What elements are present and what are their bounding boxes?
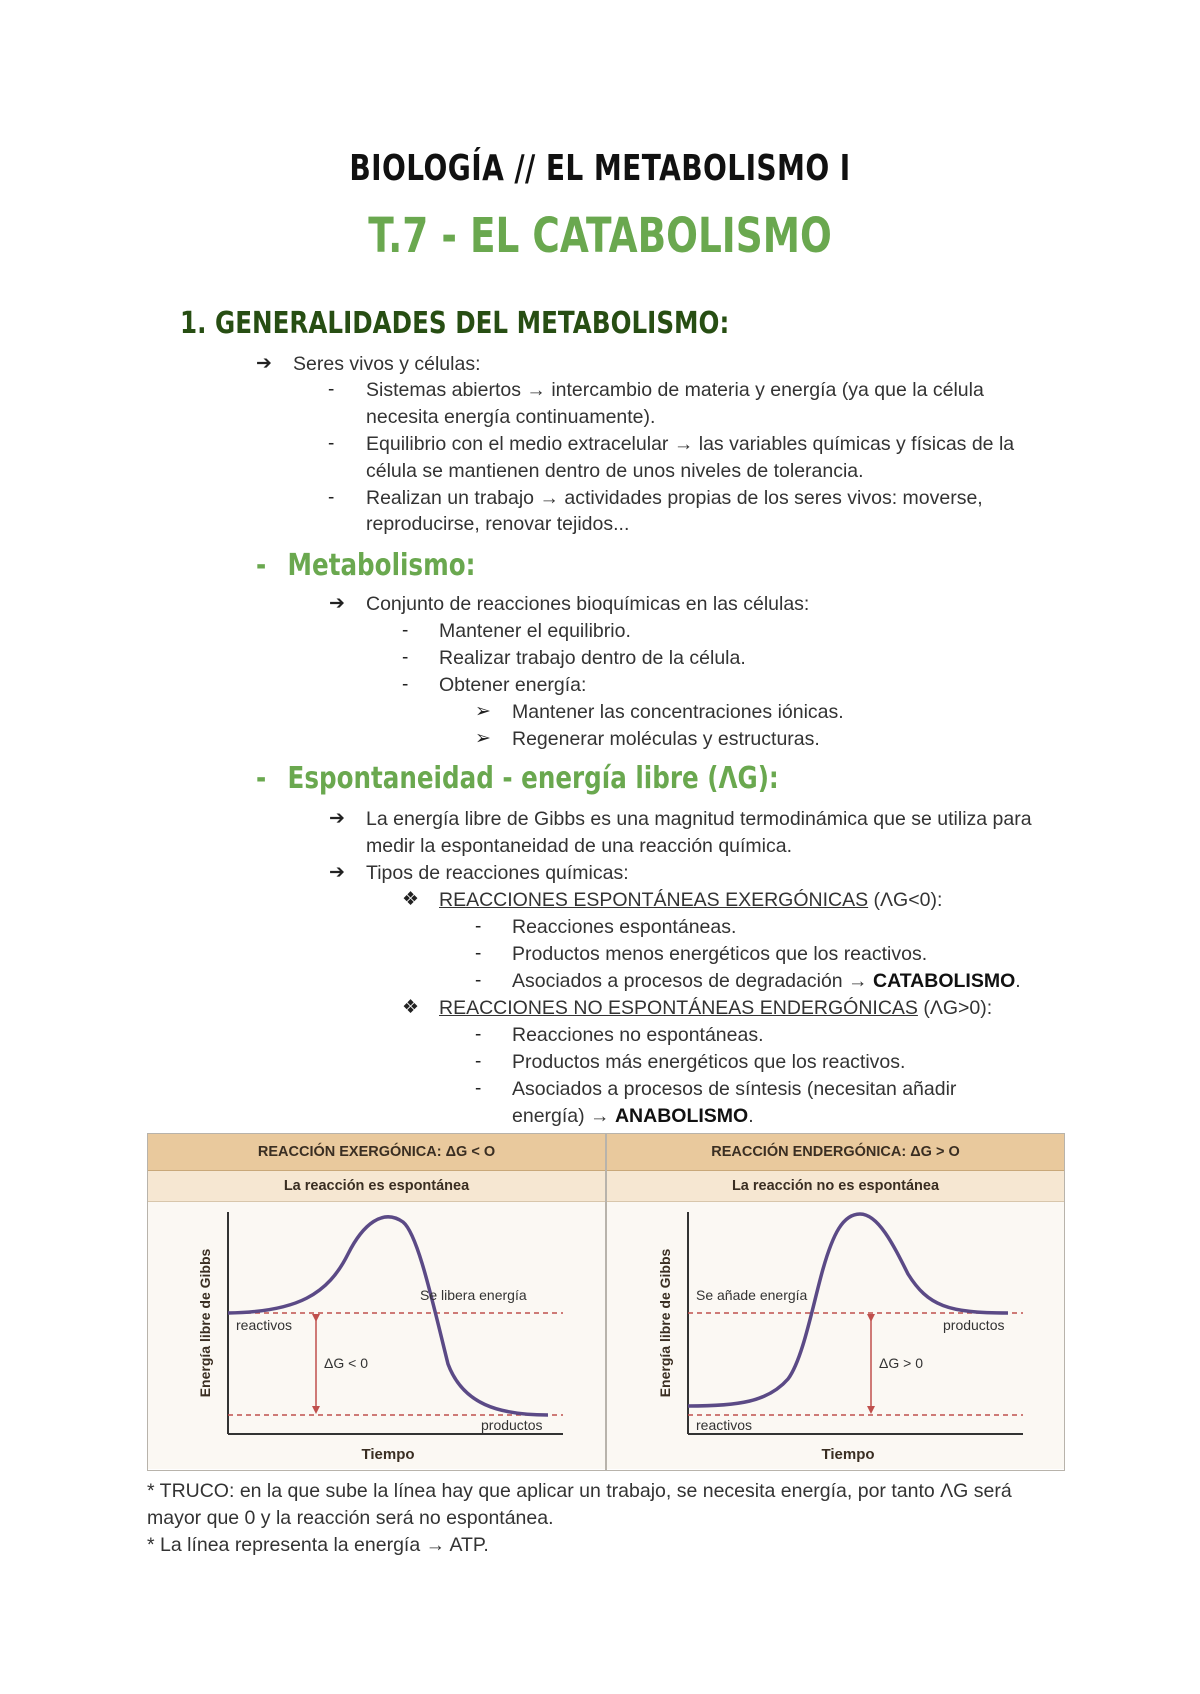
list-item-cont: energía) → ANABOLISMO. <box>512 1105 754 1127</box>
list-item: Seres vivos y células: <box>293 353 481 375</box>
left-reactivos-label: reactivos <box>236 1317 293 1333</box>
right-dg-label: ΔG > 0 <box>879 1355 923 1371</box>
reaction-type-endergonic <box>439 995 992 1021</box>
catabolismo-keyword: CATABOLISMO <box>872 970 1016 992</box>
note-truco-line1: * TRUCO: en la que sube la línea hay que aplicar un trabajo, se necesita energía, por tanto ΛG será <box>147 1480 1012 1502</box>
left-release-label: Se libera energía <box>420 1287 527 1303</box>
right-panel-subheader: La reacción no es espontánea <box>607 1171 1064 1202</box>
list-item: Asociados a procesos de degradación → CATABOLISMO. <box>512 970 1021 992</box>
list-item: Mantener las concentraciones iónicas. <box>512 701 844 723</box>
left-x-axis-label: Tiempo <box>361 1446 415 1463</box>
note-truco-line2: mayor que 0 y la reacción será no espontánea. <box>147 1507 554 1529</box>
heading-dash: - <box>256 761 267 796</box>
dash-bullet: - <box>402 647 409 668</box>
dash-bullet: - <box>475 970 482 991</box>
dash-bullet: - <box>328 433 335 454</box>
section-heading-generalidades: 1. GENERALIDADES DEL METABOLISMO: <box>180 306 730 341</box>
right-energy-curve <box>688 1214 1008 1406</box>
list-item-cont: medir la espontaneidad de una reacción química. <box>366 835 793 857</box>
right-x-axis-label: Tiempo <box>821 1446 875 1463</box>
list-item-text: Asociados a procesos de degradación → <box>512 970 873 992</box>
exergonic-title: REACCIONES ESPONTÁNEAS EXERGÓNICAS <box>439 889 869 911</box>
triangle-bullet-icon: ➢ <box>475 701 491 722</box>
dash-bullet: - <box>328 487 335 508</box>
list-item: Regenerar moléculas y estructuras. <box>512 728 820 750</box>
anabolismo-keyword: ANABOLISMO <box>614 1105 749 1127</box>
list-item: Obtener energía: <box>439 674 587 696</box>
list-item: Mantener el equilibrio. <box>439 620 631 642</box>
list-item: Realizar trabajo dentro de la célula. <box>439 647 746 669</box>
list-item: Realizan un trabajo → actividades propias de los seres vivos: moverse, <box>366 487 983 509</box>
list-item: La energía libre de Gibbs es una magnitud termodinámica que se utiliza para <box>366 808 1032 830</box>
left-energy-curve <box>228 1217 548 1415</box>
list-item: Sistemas abiertos → intercambio de materia y energía (ya que la célula <box>366 379 984 401</box>
left-y-axis-label: Energía libre de Gibbs <box>197 1248 213 1398</box>
list-item-cont: célula se mantienen dentro de unos niveles de tolerancia. <box>366 460 864 482</box>
right-reactivos-label: reactivos <box>696 1417 753 1433</box>
dash-bullet: - <box>328 379 335 400</box>
dash-bullet: - <box>475 943 482 964</box>
list-item: Asociados a procesos de síntesis (necesitan añadir <box>512 1078 957 1100</box>
list-item: Productos más energéticos que los reactivos. <box>512 1051 906 1073</box>
list-item: Reacciones espontáneas. <box>512 916 737 938</box>
dash-bullet: - <box>475 916 482 937</box>
right-add-label: Se añade energía <box>696 1287 808 1303</box>
right-productos-label: productos <box>943 1317 1005 1333</box>
heading-dash: - <box>256 548 267 583</box>
note-linea: * La línea representa la energía → ATP. <box>147 1534 489 1556</box>
section-heading-espontaneidad <box>256 761 779 796</box>
document-title: BIOLOGÍA // EL METABOLISMO I <box>349 148 851 189</box>
list-item-cont: necesita energía continuamente). <box>366 406 656 428</box>
list-item-text: energía) → <box>512 1105 615 1127</box>
diamond-bullet-icon: ❖ <box>402 889 420 910</box>
exergonic-condition: (ΛG<0): <box>868 889 943 911</box>
endergonic-condition: (ΛG>0): <box>917 997 993 1019</box>
left-productos-label: productos <box>481 1417 543 1433</box>
dash-bullet: - <box>475 1051 482 1072</box>
dash-bullet: - <box>402 674 409 695</box>
energy-diagram-figure <box>147 1133 1065 1471</box>
diamond-bullet-icon: ❖ <box>402 997 420 1018</box>
list-item: Productos menos energéticos que los reactivos. <box>512 943 928 965</box>
right-y-axis-label: Energía libre de Gibbs <box>657 1248 673 1398</box>
heading-text: Espontaneidad - energía libre (ΛG): <box>287 761 779 796</box>
list-item: Reacciones no espontáneas. <box>512 1024 764 1046</box>
dash-bullet: - <box>475 1024 482 1045</box>
right-panel-header: REACCIÓN ENDERGÓNICA: ΔG > O <box>607 1134 1064 1171</box>
list-item: Equilibrio con el medio extracelular → las variables químicas y físicas de la <box>366 433 1015 455</box>
arrow-bullet-icon: ➔ <box>329 862 345 883</box>
reaction-type-exergonic <box>439 887 942 913</box>
triangle-bullet-icon: ➢ <box>475 728 491 749</box>
section-heading-metabolismo <box>256 548 475 583</box>
left-panel-header: REACCIÓN EXERGÓNICA: ΔG < O <box>148 1134 605 1171</box>
dash-bullet: - <box>475 1078 482 1099</box>
left-dg-label: ΔG < 0 <box>324 1355 368 1371</box>
arrow-bullet-icon: ➔ <box>329 593 345 614</box>
list-item: Tipos de reacciones químicas: <box>366 862 629 884</box>
list-item: Conjunto de reacciones bioquímicas en las células: <box>366 593 810 615</box>
list-item-cont: reproducirse, renovar tejidos... <box>366 513 630 535</box>
energy-diagrams-svg <box>148 1134 1064 1470</box>
left-panel-subheader: La reacción es espontánea <box>148 1171 605 1202</box>
document-subtitle: T.7 - EL CATABOLISMO <box>368 208 832 264</box>
dash-bullet: - <box>402 620 409 641</box>
arrow-bullet-icon: ➔ <box>256 353 272 374</box>
heading-text: Metabolismo: <box>287 548 476 583</box>
endergonic-title: REACCIONES NO ESPONTÁNEAS ENDERGÓNICAS <box>439 997 918 1019</box>
arrow-bullet-icon: ➔ <box>329 808 345 829</box>
